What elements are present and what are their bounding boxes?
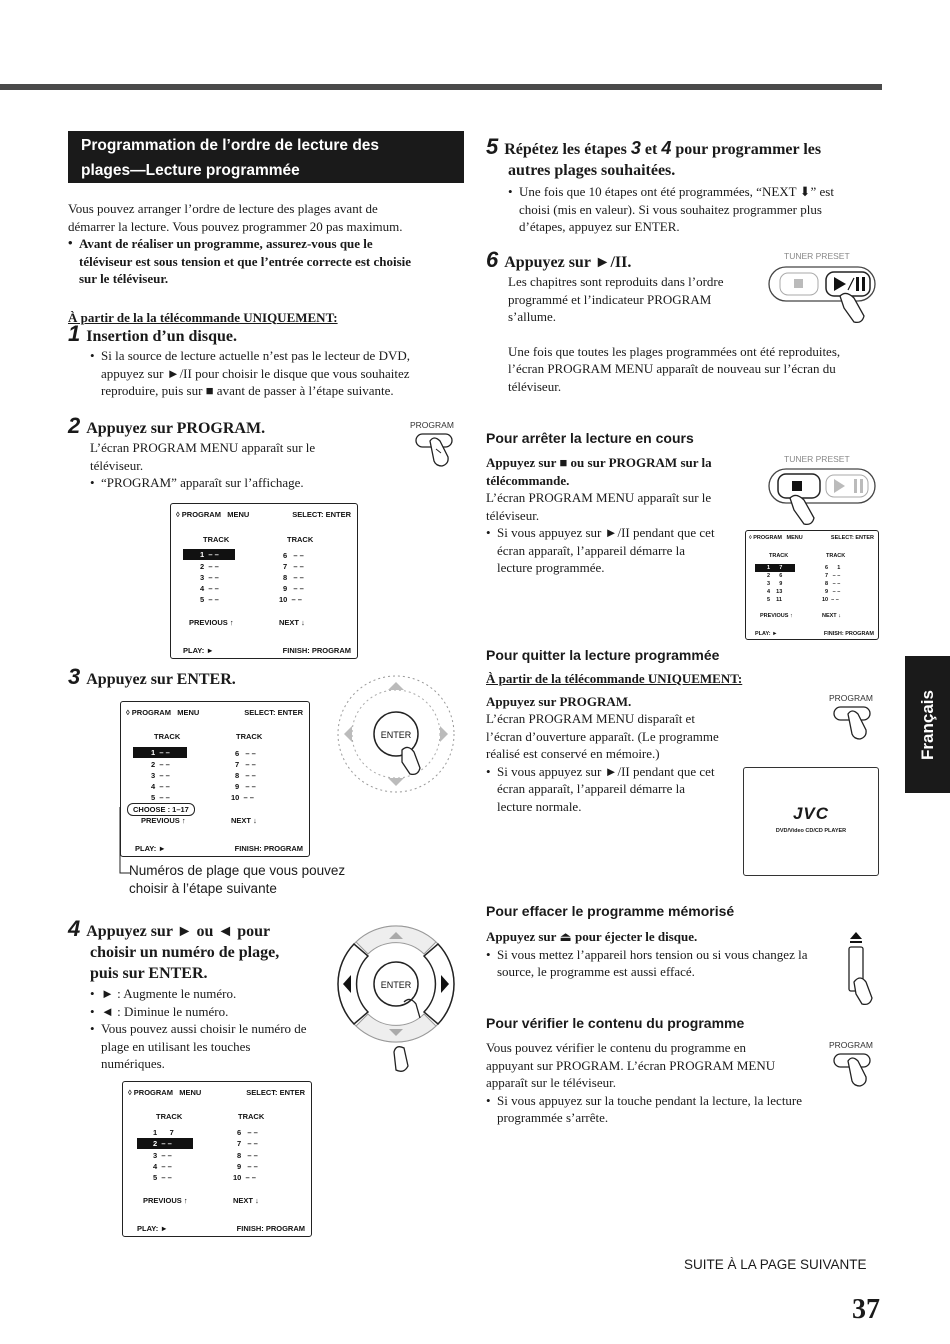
caption-line: Numéros de plage que vous pouvez bbox=[129, 863, 346, 878]
track-row: 3 9 bbox=[767, 581, 783, 587]
track-row: 7 – – bbox=[283, 562, 304, 571]
track-header: TRACK bbox=[826, 553, 846, 559]
enter-dial-left-right-icon bbox=[334, 920, 464, 1080]
track-row: 3 – – bbox=[200, 573, 219, 582]
arrow-down-icon: ↓ bbox=[838, 613, 841, 619]
step-bullet: choisi (mis en valeur). Si vous souhaitez programmer plus bbox=[519, 201, 822, 217]
step-text: téléviseur. bbox=[90, 457, 144, 473]
track-header: TRACK bbox=[238, 1112, 265, 1121]
step-title: et bbox=[640, 141, 662, 158]
program-button-press-icon bbox=[414, 431, 458, 469]
jvc-logo: JVC bbox=[792, 804, 830, 823]
step-text: L’écran PROGRAM MENU apparaît sur le bbox=[90, 440, 316, 455]
step-text: s’allume. bbox=[508, 309, 557, 324]
warning-line: Avant de réaliser un programme, assurez-vous que le bbox=[79, 236, 373, 251]
step-number: 2 bbox=[68, 413, 81, 438]
finish-label: FINISH: PROGRAM bbox=[823, 631, 874, 637]
track-row: 7 – – bbox=[235, 760, 256, 769]
enter-label: ENTER bbox=[380, 730, 412, 740]
step-3 bbox=[68, 666, 236, 690]
arrow-down-icon: ↓ bbox=[301, 618, 305, 627]
track-row: 4 – – bbox=[200, 584, 219, 593]
play-label: PLAY: ► bbox=[135, 844, 166, 853]
play-label: PLAY: ► bbox=[755, 631, 778, 637]
quit-text: l’écran d’ouverture apparaît. (Le programme bbox=[486, 728, 719, 744]
finish-label: FINISH: PROGRAM bbox=[234, 844, 303, 853]
enter-dial-icon bbox=[334, 672, 458, 796]
opening-screen bbox=[743, 767, 879, 876]
erase-bullet: Si vous mettez l’appareil hors tension ou si vous changez la bbox=[497, 946, 808, 962]
verify-text: appuyant sur PROGRAM. L’écran PROGRAM MENU bbox=[486, 1057, 776, 1073]
play-label: PLAY: ► bbox=[183, 646, 214, 655]
track-row: 1 7 bbox=[153, 1128, 174, 1137]
warning-line: sur le téléviseur. bbox=[79, 271, 169, 286]
warning-line: téléviseur est sous tension et que l’entrée correcte est choisie bbox=[79, 253, 412, 269]
step-title: choisir un numéro de plage, bbox=[90, 944, 280, 961]
track-row: 4 – – bbox=[151, 782, 170, 791]
step-bullet: plage en utilisant les touches bbox=[101, 1038, 251, 1054]
stop-instruction: Appuyez sur ■ ou sur PROGRAM sur la bbox=[486, 455, 712, 470]
track-header: TRACK bbox=[287, 535, 314, 544]
arrow-up-icon: ↑ bbox=[229, 618, 234, 627]
verify-section bbox=[486, 1039, 846, 1127]
track-row: 5 – – bbox=[153, 1173, 172, 1182]
track-row: 3 – – bbox=[153, 1151, 172, 1160]
track-row: 2 – – bbox=[137, 1138, 193, 1149]
track-row: 1 – – bbox=[183, 549, 235, 560]
arrow-up-icon: ↑ bbox=[181, 816, 186, 825]
next-label: NEXT bbox=[233, 1196, 254, 1205]
step-title: puis sur ENTER. bbox=[90, 965, 208, 982]
next-label: NEXT bbox=[231, 816, 252, 825]
next-label: NEXT bbox=[822, 613, 837, 619]
step-text: Une fois que toutes les plages programmées ont été reproduites, bbox=[508, 343, 841, 359]
track-row: 9 – – bbox=[237, 1162, 258, 1171]
quit-text: réalisé est conservé en mémoire.) bbox=[486, 746, 660, 761]
step-title: Répétez les étapes bbox=[504, 141, 631, 158]
track-row: 6 1 bbox=[825, 565, 841, 571]
step-number: 5 bbox=[486, 134, 499, 159]
step-bullet: d’étapes, appuyez sur ENTER. bbox=[519, 219, 680, 234]
step-ref: 4 bbox=[661, 138, 672, 158]
step3-caption bbox=[129, 862, 345, 898]
step-number: 1 bbox=[68, 321, 81, 346]
previous-label: PREVIOUS bbox=[141, 816, 180, 825]
track-row: 10 – – bbox=[231, 793, 254, 802]
track-row: 9 – – bbox=[283, 584, 304, 593]
screen-title: ◊ PROGRAM MENU bbox=[176, 510, 250, 519]
screen-select: SELECT: ENTER bbox=[244, 708, 303, 717]
step-1 bbox=[68, 323, 468, 400]
stop-instruction: télécommande. bbox=[486, 472, 570, 488]
track-row: 10 – – bbox=[233, 1173, 256, 1182]
track-row: 8 – – bbox=[283, 573, 304, 582]
track-row: 6 – – bbox=[235, 749, 256, 758]
track-header: TRACK bbox=[154, 732, 181, 741]
erase-bullet: source, le programme est aussi effacé. bbox=[497, 964, 695, 979]
erase-section bbox=[486, 928, 846, 981]
section-title bbox=[68, 131, 464, 183]
track-row: 5 – – bbox=[200, 595, 219, 604]
stop-heading: Pour arrêter la lecture en cours bbox=[486, 430, 694, 446]
track-row: 8 – – bbox=[235, 771, 256, 780]
step-title: Appuyez sur ► ou ◄ pour bbox=[86, 923, 271, 940]
quit-heading: Pour quitter la lecture programmée bbox=[486, 647, 720, 663]
step-text: reproduire, puis sur ■ avant de passer à l’étape suivante. bbox=[101, 383, 394, 398]
stop-text: téléviseur. bbox=[486, 507, 540, 523]
verify-heading: Pour vérifier le contenu du programme bbox=[486, 1015, 745, 1031]
erase-instruction: Appuyez sur ⏏ pour éjecter le disque. bbox=[486, 929, 698, 944]
top-rule bbox=[0, 84, 882, 90]
step-number: 4 bbox=[68, 916, 81, 941]
step-bullet: Une fois que 10 étapes ont été programmées, “NEXT ⬇” est bbox=[519, 184, 834, 199]
verify-text: apparaît sur le téléviseur. bbox=[486, 1075, 616, 1090]
play-label: PLAY: ► bbox=[137, 1224, 168, 1233]
quit-text: L’écran PROGRAM MENU disparaît et bbox=[486, 711, 695, 726]
step-text: téléviseur. bbox=[508, 378, 562, 394]
step-title: autres plages souhaitées. bbox=[508, 162, 676, 179]
language-tab bbox=[905, 656, 950, 793]
finish-label: FINISH: PROGRAM bbox=[236, 1224, 305, 1233]
arrow-down-icon: ↓ bbox=[253, 816, 257, 825]
remote-only-note: À partir de la la télécommande UNIQUEMENT: bbox=[68, 309, 338, 325]
step-title: Insertion d’un disque. bbox=[86, 328, 237, 345]
step-text: Les chapitres sont reproduits dans l’ordre bbox=[508, 274, 724, 289]
next-label: NEXT bbox=[279, 618, 300, 627]
page-number: 37 bbox=[852, 1294, 880, 1325]
track-row: 6 – – bbox=[283, 551, 304, 560]
program-menu-screen-2 bbox=[120, 701, 310, 857]
stop-bullet: écran apparaît, l’appareil démarre la bbox=[497, 542, 686, 558]
program-button-label: PROGRAM bbox=[410, 420, 454, 430]
track-row: 10 – – bbox=[279, 595, 302, 604]
track-row: 3 – – bbox=[151, 771, 170, 780]
track-row: 2 – – bbox=[151, 760, 170, 769]
screen-select: SELECT: ENTER bbox=[830, 535, 874, 541]
screen-select: SELECT: ENTER bbox=[246, 1088, 305, 1097]
step-title: Appuyez sur PROGRAM. bbox=[86, 420, 266, 437]
enter-label: ENTER bbox=[380, 980, 412, 990]
step-bullet: Vous pouvez aussi choisir le numéro de bbox=[101, 1021, 307, 1036]
caption-line: choisir à l’étape suivante bbox=[129, 881, 277, 896]
intro-line: Vous pouvez arranger l’ordre de lecture des plages avant de bbox=[68, 201, 378, 216]
verify-bullet: Si vous appuyez sur la touche pendant la lecture, la lecture bbox=[497, 1092, 803, 1108]
quit-instruction: Appuyez sur PROGRAM. bbox=[486, 693, 632, 709]
track-row: 7 – – bbox=[237, 1139, 258, 1148]
play-pause-button-press-icon bbox=[766, 262, 880, 328]
program-button-press-icon bbox=[832, 1051, 876, 1089]
track-row: 4 13 bbox=[767, 589, 783, 595]
previous-label: PREVIOUS bbox=[143, 1196, 182, 1205]
step-text: programmé et l’indicateur PROGRAM bbox=[508, 291, 712, 307]
finish-label: FINISH: PROGRAM bbox=[282, 646, 351, 655]
screen-title: ◊ PROGRAM MENU bbox=[749, 535, 803, 541]
title-line-2: plages—Lecture programmée bbox=[81, 162, 300, 179]
erase-heading: Pour effacer le programme mémorisé bbox=[486, 903, 735, 919]
track-row: 8 – – bbox=[825, 581, 841, 587]
track-row: 5 11 bbox=[767, 597, 782, 603]
quit-bullet: écran apparaît, l’appareil démarre la bbox=[497, 781, 686, 796]
program-button-press-icon bbox=[832, 704, 876, 742]
arrow-down-icon: ↓ bbox=[255, 1196, 259, 1205]
verify-bullet: programmée s’arrête. bbox=[497, 1110, 609, 1125]
step-bullet: • ◄ : Diminue le numéro. bbox=[90, 1003, 338, 1021]
step-text: Si la source de lecture actuelle n’est pas le lecteur de DVD, bbox=[101, 348, 410, 363]
track-row: 9 – – bbox=[235, 782, 256, 791]
step-text: l’écran PROGRAM MENU apparaît de nouveau sur l’écran du bbox=[508, 361, 836, 376]
track-row: 9 – – bbox=[825, 589, 841, 595]
step-number: 3 bbox=[68, 664, 81, 689]
step-bullet: • “PROGRAM” apparaît sur l’affichage. bbox=[90, 474, 398, 492]
jvc-subtitle: DVD/Video CD/CD PLAYER bbox=[775, 828, 847, 834]
quit-section bbox=[486, 670, 751, 815]
step-4 bbox=[68, 918, 338, 1073]
quit-bullet: lecture normale. bbox=[497, 798, 582, 814]
arrow-up-icon: ↑ bbox=[789, 613, 793, 619]
step-title: Appuyez sur ►/II. bbox=[504, 254, 632, 271]
remote-only-note: À partir de la télécommande UNIQUEMENT: bbox=[486, 671, 743, 686]
tuner-preset-label: TUNER PRESET bbox=[784, 251, 850, 261]
program-menu-screen-4 bbox=[745, 530, 879, 640]
track-header: TRACK bbox=[203, 535, 230, 544]
arrow-up-icon: ↑ bbox=[183, 1196, 188, 1205]
step-number: 6 bbox=[486, 247, 499, 272]
quit-bullet: Si vous appuyez sur ►/II pendant que cet bbox=[497, 763, 715, 779]
track-header: TRACK bbox=[769, 553, 789, 559]
title-line-1: Programmation de l’ordre de lecture des bbox=[81, 137, 380, 154]
stop-text: L’écran PROGRAM MENU apparaît sur le bbox=[486, 490, 712, 505]
previous-label: PREVIOUS bbox=[760, 613, 789, 619]
track-row: 10 – – bbox=[822, 597, 839, 603]
screen-select: SELECT: ENTER bbox=[292, 510, 351, 519]
track-header: TRACK bbox=[236, 732, 263, 741]
intro: Vous pouvez arranger l’ordre de lecture des plages avant de démarrer la lecture. Vous pouvez programmer 20 pas maximum. • Avant de réaliser un programme, assurez-vous que le téléviseur est sous tension et que l’entrée correcte est choisie sur le téléviseur. À partir de la la télécommande UNIQUEMENT: bbox=[68, 200, 468, 326]
choose-range-callout: CHOOSE : 1–17 bbox=[127, 803, 195, 816]
stop-button-press-icon bbox=[766, 464, 880, 530]
track-row: 1 7 bbox=[755, 564, 795, 572]
eject-button-press-icon bbox=[842, 928, 876, 1010]
track-row: 2 6 bbox=[767, 573, 783, 579]
tuner-preset-label: TUNER PRESET bbox=[784, 454, 850, 464]
intro-line: démarrer la lecture. Vous pouvez programmer 20 pas maximum. bbox=[68, 218, 403, 234]
step-title: pour programmer les bbox=[671, 141, 822, 158]
stop-bullet: Si vous appuyez sur ►/II pendant que cet bbox=[497, 525, 715, 540]
verify-text: Vous pouvez vérifier le contenu du programme en bbox=[486, 1040, 747, 1055]
step-text: appuyez sur ►/II pour choisir le disque que vous souhaitez bbox=[101, 365, 410, 381]
track-row: 5 – – bbox=[151, 793, 170, 802]
track-row: 6 – – bbox=[237, 1128, 258, 1137]
step-5 bbox=[486, 136, 876, 236]
continued-note: SUITE À LA PAGE SUIVANTE bbox=[684, 1257, 867, 1272]
track-row: 1 – – bbox=[151, 748, 170, 757]
step-bullet: numériques. bbox=[101, 1056, 165, 1071]
stop-section bbox=[486, 454, 751, 577]
previous-label: PREVIOUS bbox=[189, 618, 228, 627]
step-ref: 3 bbox=[630, 138, 641, 158]
program-menu-screen-3 bbox=[122, 1081, 312, 1237]
track-row: 2 – – bbox=[200, 562, 219, 571]
stop-bullet: lecture programmée. bbox=[497, 560, 605, 575]
track-row: 4 – – bbox=[153, 1162, 172, 1171]
program-button-label: PROGRAM bbox=[829, 693, 873, 703]
track-row: 7 – – bbox=[825, 573, 841, 579]
program-menu-screen-1 bbox=[170, 503, 358, 659]
track-header: TRACK bbox=[156, 1112, 183, 1121]
screen-title: ◊ PROGRAM MENU bbox=[126, 708, 200, 717]
step-bullet: • ► : Augmente le numéro. bbox=[90, 985, 338, 1003]
language-tab-label: Français bbox=[917, 689, 937, 760]
step-title: Appuyez sur ENTER. bbox=[86, 671, 236, 688]
screen-title: ◊ PROGRAM MENU bbox=[128, 1088, 202, 1097]
step-2 bbox=[68, 415, 398, 492]
track-row: 8 – – bbox=[237, 1151, 258, 1160]
program-button-label: PROGRAM bbox=[829, 1040, 873, 1050]
